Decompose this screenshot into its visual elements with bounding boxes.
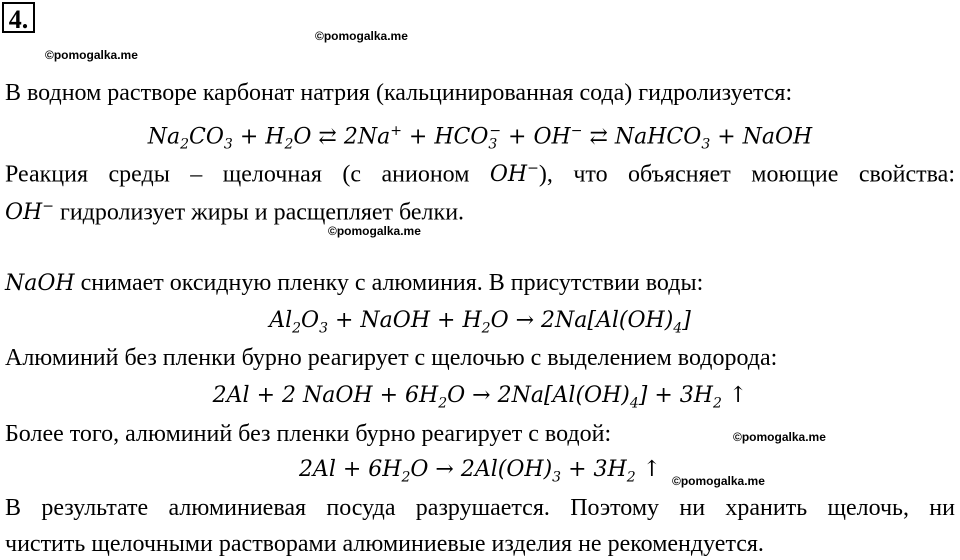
watermark-top-left: ©pomogalka.me	[45, 48, 138, 62]
problem-number: 4.	[2, 2, 35, 33]
equation-al-naoh-hydrogen: 2Al + 2 NaOH + $6H_2O \to 2Na[Al(OH)_4] + 3H_2$ ↑	[212, 383, 748, 412]
medium-text-line2	[5, 193, 464, 227]
watermark-bottom: ©pomogalka.me	[672, 474, 765, 488]
result-line2: чистить щелочными растворами алюминиевые изделия не рекомендуется.	[5, 531, 764, 557]
intro-text: В водном растворе карбонат натрия (кальцинированная сода) гидролизуется:	[5, 80, 793, 106]
equation-al-water: $2Al + 6H_2O \to 2Al(OH)_3 + 3H_2$ ↑	[298, 457, 662, 486]
watermark-middle: ©pomogalka.me	[328, 224, 421, 238]
equation-alumina-naoh: $Al_2O_3$ + NaOH + $H_2O \to 2Na[Al(OH)_4]$	[269, 308, 691, 337]
medium-text-line1	[5, 155, 955, 189]
medium-text-line2-text: гидролизует жиры и расщепляет белки.	[53, 199, 465, 226]
result-line1: В результате алюминиевая посуда разрушается. Поэтому ни хранить щелочь, ни	[5, 495, 955, 521]
al-no-film-text: Алюминий без пленки бурно реагирует с щелочью с выделением водорода:	[5, 345, 778, 371]
medium-text-part-b: ), что объясняет моющие свойства:	[538, 161, 955, 188]
naoh-formula: NaOH	[5, 271, 75, 296]
oh-anion-2: OH−	[5, 199, 54, 226]
naoh-text: снимает оксидную пленку с алюминия. В присутствии воды:	[74, 270, 704, 296]
watermark-top-right: ©pomogalka.me	[315, 29, 408, 43]
equation-soda-hydrolysis: $Na_2CO_3 + H_2O$ ⇄ $2Na^+ + HCO_3^- + OH^-$ ⇄ NaHCO$_3$ + NaOH	[147, 123, 813, 153]
oh-anion: OH−	[489, 161, 539, 188]
moreover-text: Более того, алюминий без пленки бурно реагирует с водой:	[5, 421, 612, 447]
watermark-right: ©pomogalka.me	[733, 430, 826, 444]
naoh-line	[5, 269, 703, 298]
medium-text-part-a: Реакция среды – щелочная (с анионом	[5, 161, 470, 188]
